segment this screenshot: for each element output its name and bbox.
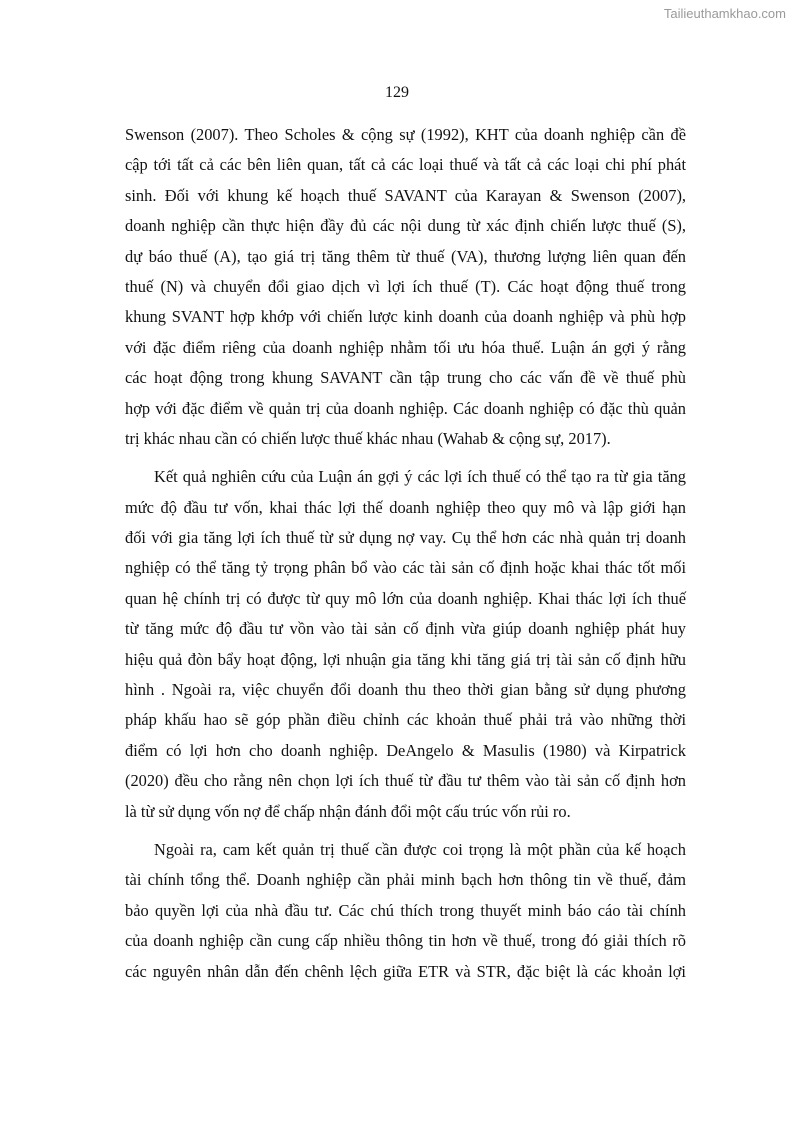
- text-line: dự báo thuế (A), tạo giá trị tăng thêm từ thuế (VA), thương lượng liên quan đến: [125, 246, 686, 266]
- text-line: các hoạt động trong khung SAVANT cần tập trung cho các vấn đề về thuế phù: [125, 368, 686, 388]
- text-line: bảo quyền lợi của nhà đầu tư. Các chú thích trong thuyết minh báo cáo tài chính: [125, 900, 686, 920]
- text-line: của doanh nghiệp cần cung cấp nhiều thông tin hơn về thuế, trong đó giải thích rõ: [125, 931, 686, 951]
- paragraph-2: [125, 462, 686, 827]
- text-line: doanh nghiệp cần thực hiện đầy đủ các nội dung từ xác định chiến lược thuế (S),: [125, 216, 686, 236]
- text-line: là từ sử dụng vốn nợ để chấp nhận đánh đổi một cấu trúc vốn rủi ro.: [125, 801, 571, 821]
- text-line: hợp với đặc điểm về quản trị của doanh nghiệp. Các doanh nghiệp có đặc thù quản: [125, 398, 686, 418]
- text-line: sinh. Đối với khung kế hoạch thuế SAVANT của Karayan & Swenson (2007),: [125, 185, 686, 205]
- text-line: thuế (N) và chuyển đổi giao dịch vì lợi ích thuế (T). Các hoạt động thuế trong: [125, 276, 686, 296]
- text-line: quan hệ chính trị có được từ quy mô lớn của doanh nghiệp. Khai thác lợi ích thuế: [125, 588, 686, 608]
- text-line: Kết quả nghiên cứu của Luận án gợi ý các lợi ích thuế có thể tạo ra từ gia tăng: [154, 467, 686, 487]
- text-line: Ngoài ra, cam kết quản trị thuế cần được coi trọng là một phần của kế hoạch: [154, 839, 686, 859]
- text-line: trị khác nhau cần có chiến lược thuế khác nhau (Wahab & cộng sự, 2017).: [125, 428, 611, 448]
- text-line: hình . Ngoài ra, việc chuyển đổi doanh thu theo thời gian bằng sử dụng phương: [125, 680, 686, 700]
- text-line: nghiệp có thể tăng tỷ trọng phân bổ vào các tài sản cố định hoặc khai thác tốt mối: [125, 558, 686, 578]
- page-number: 129: [385, 84, 409, 101]
- text-line: tài chính tổng thể. Doanh nghiệp cần phải minh bạch hơn thông tin về thuế, đảm: [125, 870, 686, 890]
- paragraph-1: [125, 120, 686, 454]
- text-line: (2020) đều cho rằng nên chọn lợi ích thuế từ đầu tư thêm vào tài sản cố định hơn: [125, 771, 686, 791]
- text-line: các nguyên nhân dẫn đến chênh lệch giữa ETR và STR, đặc biệt là các khoản lợi: [125, 961, 686, 981]
- text-line: cập tới tất cả các bên liên quan, tất cả các loại thuế và tất cả các loại chi phí phát: [125, 155, 686, 175]
- text-line: đối với gia tăng lợi ích thuế từ sử dụng nợ vay. Cụ thể hơn các nhà quản trị doanh: [125, 528, 686, 548]
- text-line: với đặc điểm riêng của doanh nghiệp nhằm tối ưu hóa thuế. Luận án gợi ý rằng: [125, 337, 686, 357]
- text-line: mức độ đầu tư vốn, khai thác lợi thế doanh nghiệp theo quy mô và lập giới hạn: [125, 497, 686, 517]
- text-line: hiệu quả đòn bẩy hoạt động, lợi nhuận gia tăng khi tăng giá trị tài sản cố định hữu: [125, 649, 686, 669]
- document-body: [125, 120, 686, 987]
- text-line: từ tăng mức độ đầu tư vồn vào tài sản cố định vừa giúp doanh nghiệp phát huy: [125, 619, 686, 639]
- text-line: điểm có lợi hơn cho doanh nghiệp. DeAngelo & Masulis (1980) và Kirpatrick: [125, 740, 686, 760]
- paragraph-3: [125, 835, 686, 987]
- text-line: khung SVANT hợp khớp với chiến lược kinh doanh của doanh nghiệp và phù hợp: [125, 307, 686, 327]
- text-line: Swenson (2007). Theo Scholes & cộng sự (1992), KHT của doanh nghiệp cần đề: [125, 125, 686, 144]
- text-line: pháp khấu hao sẽ góp phần điều chỉnh các khoản thuế phải trả vào những thời: [125, 710, 686, 730]
- watermark: Tailieuthamkhao.com: [663, 6, 786, 21]
